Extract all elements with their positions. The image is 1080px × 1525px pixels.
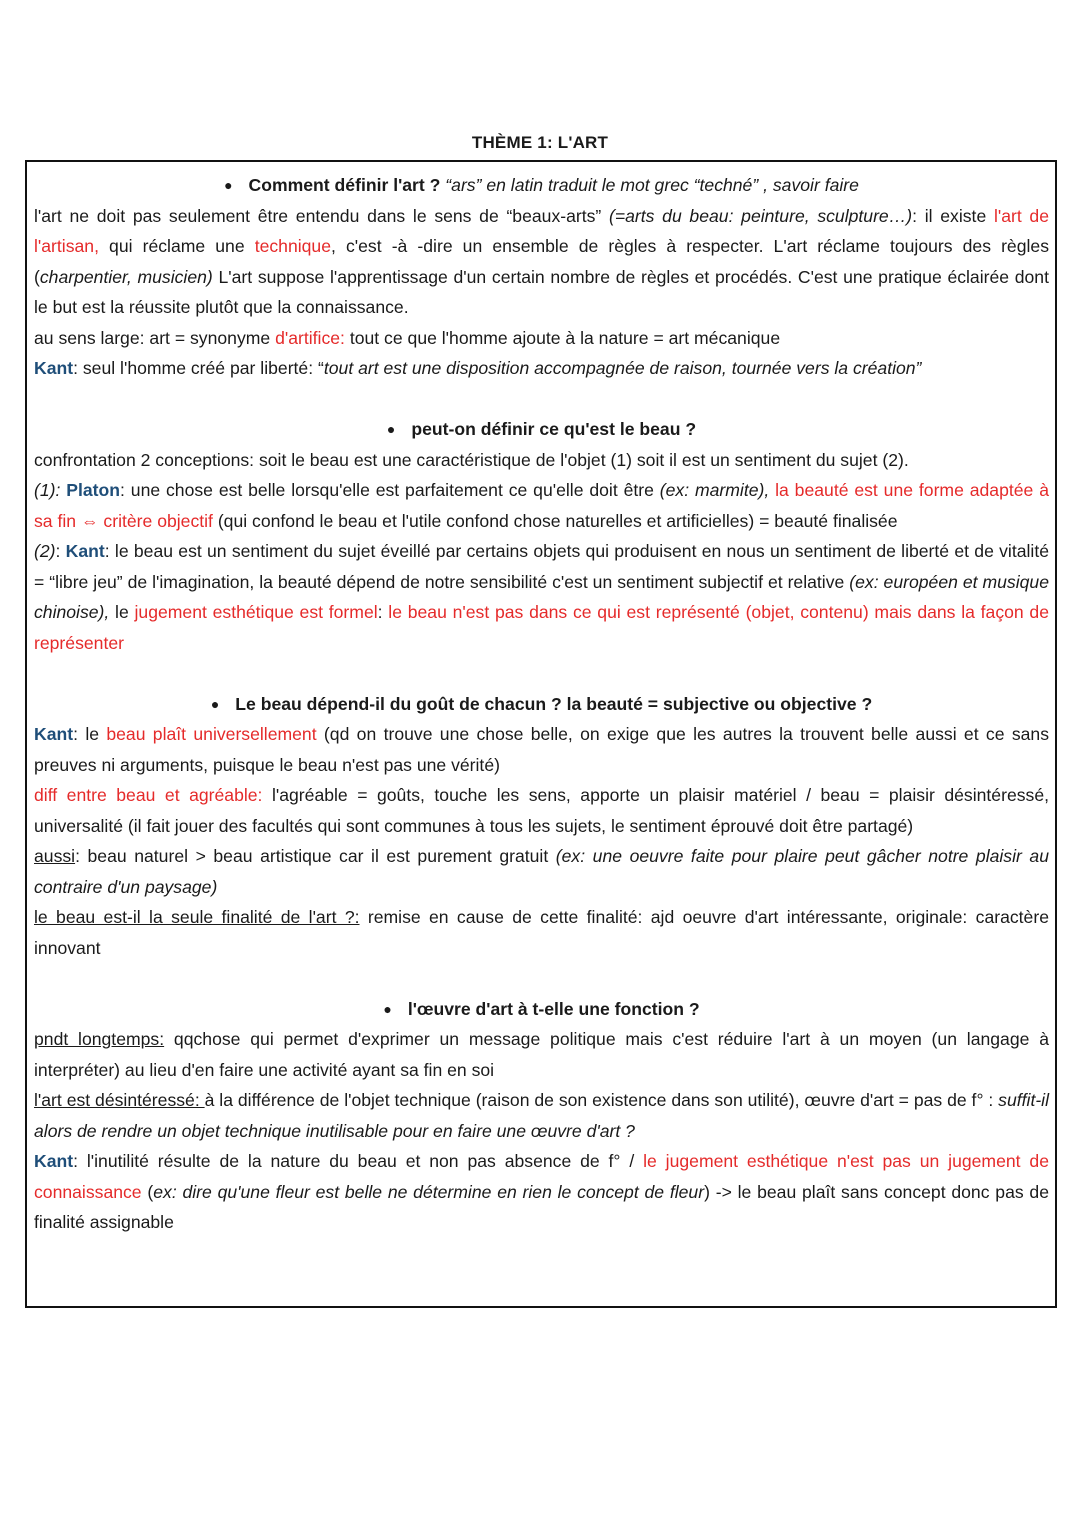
page-title: THÈME 1: L'ART — [471, 133, 609, 152]
paragraph: diff entre beau et agréable: l'agréable = goûts, touche les sens, apporte un plaisir matériel / beau = plaisir désintéressé, universalité (il fait jouer des facultés qui sont communes à tous les sujets, le sentiment éprouvé doit être partagé) — [34, 785, 1049, 836]
bullet-icon: ● — [383, 1000, 392, 1017]
section-heading-define-art: ● Comment définir l'art ? “ars” en latin traduit le mot grec “techné” , savoir faire — [34, 170, 1049, 201]
paragraph: confrontation 2 conceptions: soit le beau est une caractéristique de l'objet (1) soit il est un sentiment du sujet (2). — [34, 449, 909, 470]
bullet-icon: ● — [210, 695, 220, 712]
paragraph: l'art est désintéressé: à la différence de l'objet technique (raison de son existence dans son utilité), œuvre d'art = pas de f° : suffit-il alors de rendre un objet technique inutilisable pour en faire une œuvre d'art ? — [34, 1090, 1050, 1141]
bullet-icon: ● — [224, 177, 233, 193]
bullet-icon: ● — [386, 421, 396, 437]
section-heading-define-beauty: ● peut-on définir ce qu'est le beau ? — [34, 414, 1049, 445]
paragraph: l'art ne doit pas seulement être entendu dans le sens de “beaux-arts” (=arts du beau: peinture, sculpture…): il existe l'art de l'artisan, qui réclame une technique, c'est -à -dire un ensemble de règles à respecter. L'art réclame toujours des règles (charpentier, musicien) L'art suppose l'apprentissage d'un certain nombre de règles et procédés. C'est une pratique éclairée dont le but est la réussite plutôt que la connaissance. — [34, 205, 1050, 317]
paragraph: le beau est-il la seule finalité de l'art ?: remise en cause de cette finalité: ajd oeuvre d'art intéressante, originale: caractère innovant — [34, 907, 1049, 958]
paragraph: aussi: beau naturel > beau artistique car il est purement gratuit (ex: une oeuvre faite pour plaire peut gâcher notre plaisir au contraire d'un paysage) — [34, 846, 1049, 897]
paragraph: Kant: le beau plaît universellement (qd on trouve une chose belle, on exige que les autres la trouvent belle aussi et ce sans preuves ni arguments, puisque le beau n'est pas une vérité) — [34, 724, 1050, 775]
section-heading-function: ● l'œuvre d'art à t-elle une fonction ? — [34, 994, 1049, 1025]
section-heading-taste: ● Le beau dépend-il du goût de chacun ? la beauté = subjective ou objective ? — [34, 689, 1049, 720]
paragraph: au sens large: art = synonyme d'artifice: tout ce que l'homme ajoute à la nature = art mécanique — [34, 327, 781, 348]
paragraph: (2): Kant: le beau est un sentiment du sujet éveillé par certains objets qui produisent en nous un sentiment de liberté et de vitalité = “libre jeu” de l'imagination, la beauté dépend de notre sensibilité c'est un sentiment subjectif et relative (ex: européen et musique chinoise), le jugement esthétique est formel: le beau n'est pas dans ce qui est représenté (objet, contenu) mais dans la façon de représenter — [34, 541, 1049, 653]
content-body — [34, 170, 1049, 1238]
paragraph: (1): Platon: une chose est belle lorsqu'elle est parfaitement ce qu'elle doit être (ex: marmite), la beauté est une forme adaptée à sa fin ⇔ critère objectif (qui confond le beau et l'utile confond chose naturelles et artificielles) = beauté finalisée — [34, 480, 1049, 531]
paragraph: pndt longtemps: qqchose qui permet d'exprimer un message politique mais c'est réduire l'art à un moyen (un langage à interpréter) au lieu d'en faire une activité ayant sa fin en soi — [34, 1029, 1049, 1080]
paragraph: Kant: seul l'homme créé par liberté: “tout art est une disposition accompagnée de raison, tournée vers la création” — [34, 358, 922, 378]
paragraph: Kant: l'inutilité résulte de la nature du beau et non pas absence de f° / le jugement esthétique n'est pas un jugement de connaissance (ex: dire qu'une fleur est belle ne détermine en rien le concept de fleur) -> le beau plaît sans concept donc pas de finalité assignable — [34, 1151, 1049, 1232]
